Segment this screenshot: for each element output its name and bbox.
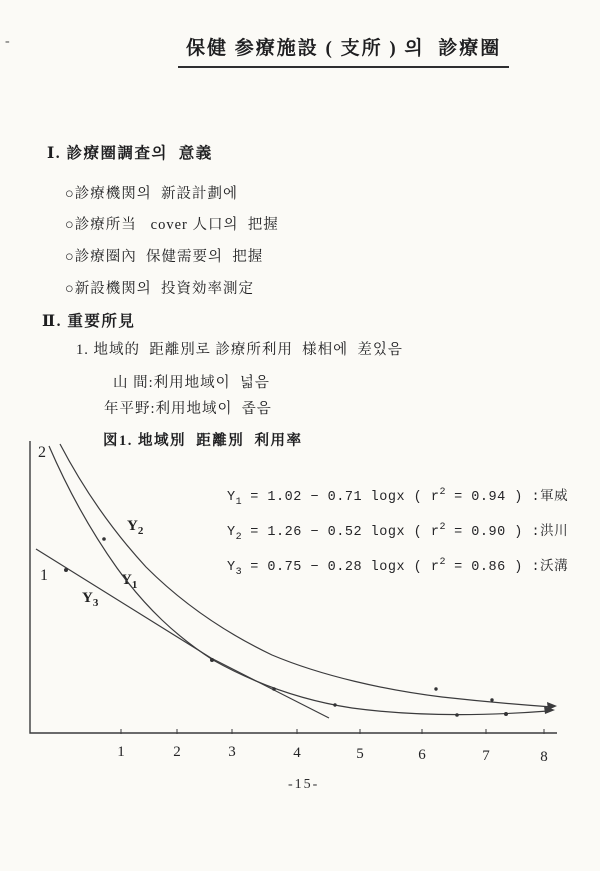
equation-tail: = 0.86 ) :沃溝: [445, 560, 569, 575]
curve-label-letter: Y: [121, 572, 132, 588]
bullet-circle-icon: ○: [65, 249, 75, 265]
margin-scan-dash: -: [5, 34, 10, 49]
utilization-rate-chart: [0, 430, 600, 775]
page-number: -15-: [288, 777, 320, 792]
list-item-text: 診療所当 cover 人口의 把握: [74, 217, 279, 233]
page-title: 保健 参療施設 ( 支所 ) 의 診療圈: [178, 33, 509, 68]
curve-y1-gunwi: [49, 446, 548, 715]
x-tick-3: 3: [228, 744, 236, 760]
equation-body: = 0.75 − 0.28 logx ( r: [241, 560, 440, 575]
plains-area-note: 年平野:利用地域이 좁음: [104, 401, 272, 417]
x-tick-4: 4: [293, 745, 301, 761]
x-tick-8: 8: [540, 749, 548, 765]
equation-superscript: 2: [439, 557, 446, 568]
equation-tail: = 0.90 ) :洪川: [445, 525, 569, 540]
equation-variable: Y: [227, 490, 236, 505]
list-item: [65, 277, 254, 298]
equation-tail: = 0.94 ) :軍威: [445, 490, 569, 505]
figure-caption: 図1. 地域別 距離別 利用率: [103, 433, 303, 449]
section-1-heading: Ⅰ. 診療圈調査의 意義: [47, 145, 213, 162]
x-tick-7: 7: [482, 748, 490, 764]
section-2-heading: Ⅱ. 重要所見: [42, 313, 136, 330]
equation-superscript: 2: [439, 487, 446, 498]
list-item: [65, 213, 279, 234]
equation-variable: Y: [227, 560, 236, 575]
curve-y3-okgu: [36, 549, 329, 718]
section-2-item-1: 1. 地域的 距離別로 診療所利用 様相에 差있음: [76, 342, 403, 358]
equation-body: = 1.26 − 0.52 logx ( r: [241, 525, 440, 540]
list-item-text: 診療機関의 新設計劃에: [74, 186, 239, 202]
equation-subscript: 1: [235, 497, 242, 508]
curve-y2-hongcheon: [60, 444, 552, 707]
equation-variable: Y: [227, 525, 236, 540]
curve-label-subscript: 1: [131, 579, 138, 591]
list-item: [65, 182, 238, 203]
x-tick-5: 5: [356, 746, 364, 762]
list-item-text: 新設機関의 投資効率測定: [74, 281, 255, 297]
list-item: [65, 245, 263, 266]
x-tick-2: 2: [173, 744, 181, 760]
x-tick-labels: [117, 744, 548, 765]
x-tick-6: 6: [418, 747, 426, 763]
bullet-circle-icon: ○: [65, 217, 75, 233]
equation-superscript: 2: [439, 522, 446, 533]
y-axis-label-2: 2: [38, 444, 46, 461]
curve-label-letter: Y: [82, 590, 93, 606]
equation-subscript: 2: [235, 532, 242, 543]
chart-axes: [30, 441, 557, 733]
mountain-area-note: 山 間:利用地域이 넓음: [113, 375, 270, 391]
list-item-text: 診療圈內 保健需要의 把握: [74, 249, 264, 265]
curve-y2-arrowhead: [547, 702, 557, 710]
curve-label-subscript: 3: [92, 597, 99, 609]
equation-body: = 1.02 − 0.71 logx ( r: [241, 490, 440, 505]
bullet-circle-icon: ○: [65, 281, 75, 297]
curve-label-subscript: 2: [137, 525, 144, 537]
curve-label-letter: Y: [127, 518, 138, 534]
bullet-circle-icon: ○: [65, 186, 75, 202]
x-tick-1: 1: [117, 744, 125, 760]
y-axis-label-1: 1: [40, 567, 48, 584]
equation-subscript: 3: [235, 567, 242, 578]
data-point-marks: [64, 537, 508, 717]
